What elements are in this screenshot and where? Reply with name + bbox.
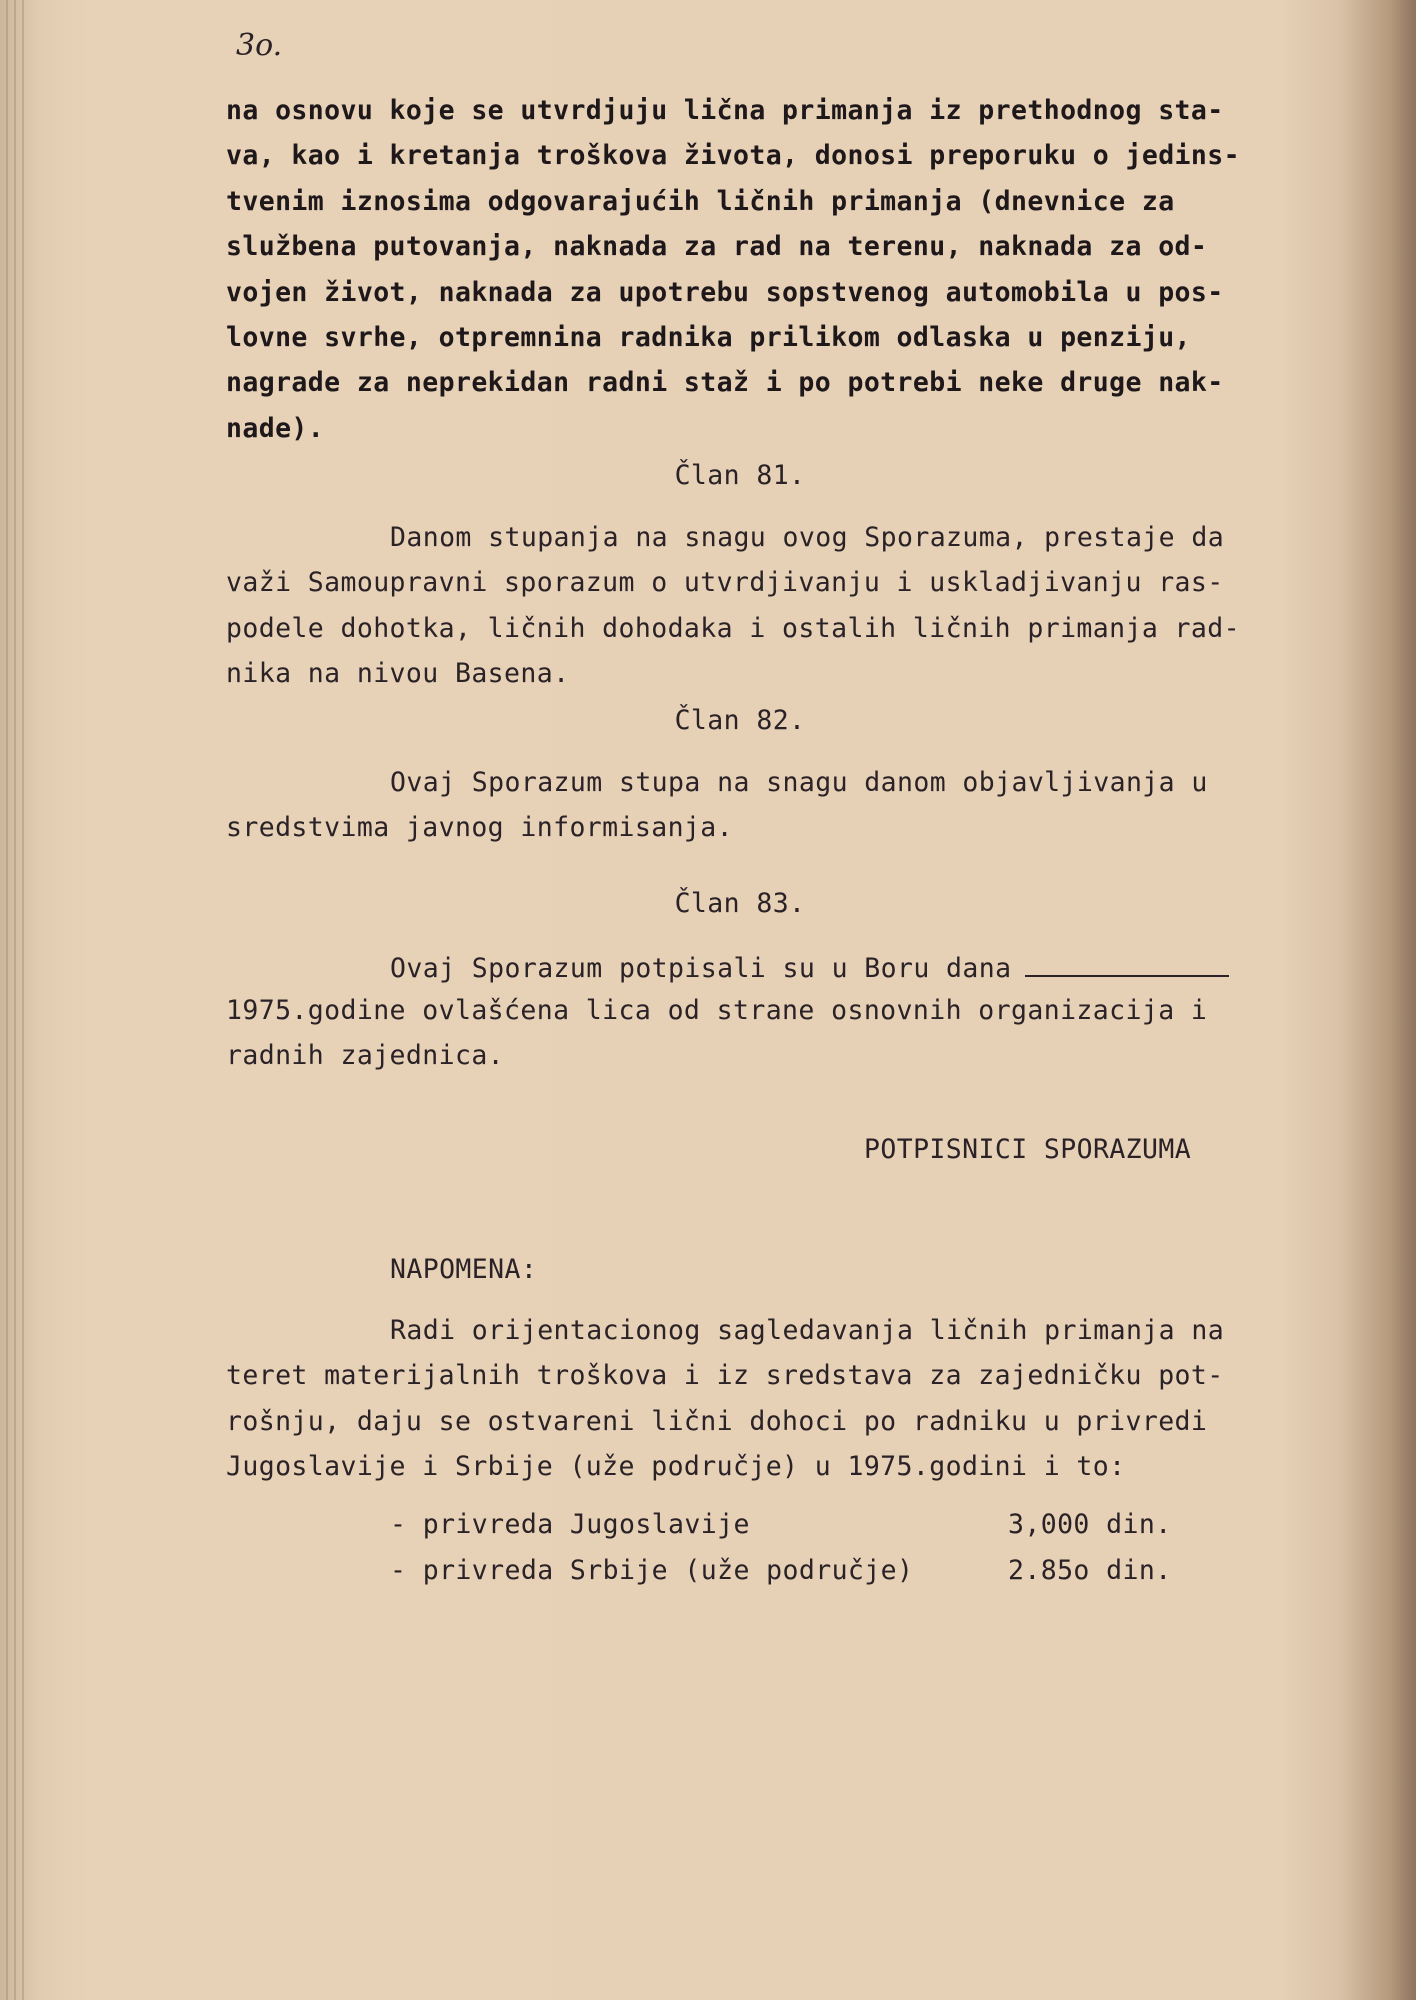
page-stack-edge — [6, 0, 8, 2000]
paragraph-line: službena putovanja, naknada za rad na terenu, naknada za od- — [226, 231, 1208, 262]
article-81-line: podele dohotka, ličnih dohodaka i ostalih ličnih primanja rad- — [226, 613, 1240, 644]
article-81-line: važi Samoupravni sporazum o utvrdjivanju i uskladjivanju ras- — [226, 567, 1224, 598]
note-line: Radi orijentacionog sagledavanja ličnih primanja na — [390, 1315, 1225, 1346]
paragraph-line: tvenim iznosima odgovarajućih ličnih primanja (dnevnice za — [226, 186, 1175, 217]
article-81-line: Danom stupanja na snagu ovog Sporazuma, prestaje da — [390, 522, 1225, 553]
article-83-text: Ovaj Sporazum potpisali su u Boru dana — [390, 953, 1012, 984]
article-82-heading: Član 82. — [674, 705, 806, 736]
note-item-label: - privreda Srbije (uže područje) — [390, 1555, 914, 1586]
paragraph-line: na osnovu koje se utvrdjuju lična primanja iz prethodnog sta- — [226, 95, 1224, 126]
page-stack-edge — [14, 0, 16, 2000]
article-81-heading: Član 81. — [674, 460, 806, 491]
paragraph-line: va, kao i kretanja troškova života, donosi preporuku o jedins- — [226, 140, 1240, 171]
page-number: 3o. — [236, 28, 283, 63]
paragraph-line: nagrade za neprekidan radni staž i po potrebi neke druge nak- — [226, 367, 1224, 398]
paragraph-line: vojen život, naknada za upotrebu sopstvenog automobila u pos- — [226, 277, 1224, 308]
note-line: rošnju, daju se ostvareni lični dohoci po radniku u privredi — [226, 1406, 1208, 1437]
date-blank-line — [1025, 953, 1229, 977]
note-item-label: - privreda Jugoslavije — [390, 1509, 750, 1540]
page-stack-edge — [22, 0, 24, 2000]
article-83-line: radnih zajednica. — [226, 1040, 505, 1071]
article-83-line — [390, 953, 1229, 983]
article-82-line: Ovaj Sporazum stupa na snagu danom objavljivanja u — [390, 767, 1208, 798]
signatories-label: POTPISNICI SPORAZUMA — [864, 1134, 1192, 1165]
article-83-line: 1975.godine ovlašćena lica od strane osnovnih organizacija i — [226, 995, 1208, 1026]
paragraph-line: nade). — [226, 413, 325, 444]
note-item-amount: 2.85o din. — [1008, 1555, 1172, 1586]
article-83-heading: Član 83. — [674, 888, 806, 919]
note-heading: NAPOMENA: — [390, 1254, 538, 1285]
paragraph-line: lovne svrhe, otpremnina radnika prilikom odlaska u penziju, — [226, 322, 1191, 353]
article-81-line: nika na nivou Basena. — [226, 658, 570, 689]
note-line: Jugoslavije i Srbije (uže područje) u 1975.godini i to: — [226, 1451, 1126, 1482]
note-item-amount: 3,000 din. — [1008, 1509, 1172, 1540]
article-82-line: sredstvima javnog informisanja. — [226, 812, 733, 843]
note-line: teret materijalnih troškova i iz sredstava za zajedničku pot- — [226, 1360, 1224, 1391]
